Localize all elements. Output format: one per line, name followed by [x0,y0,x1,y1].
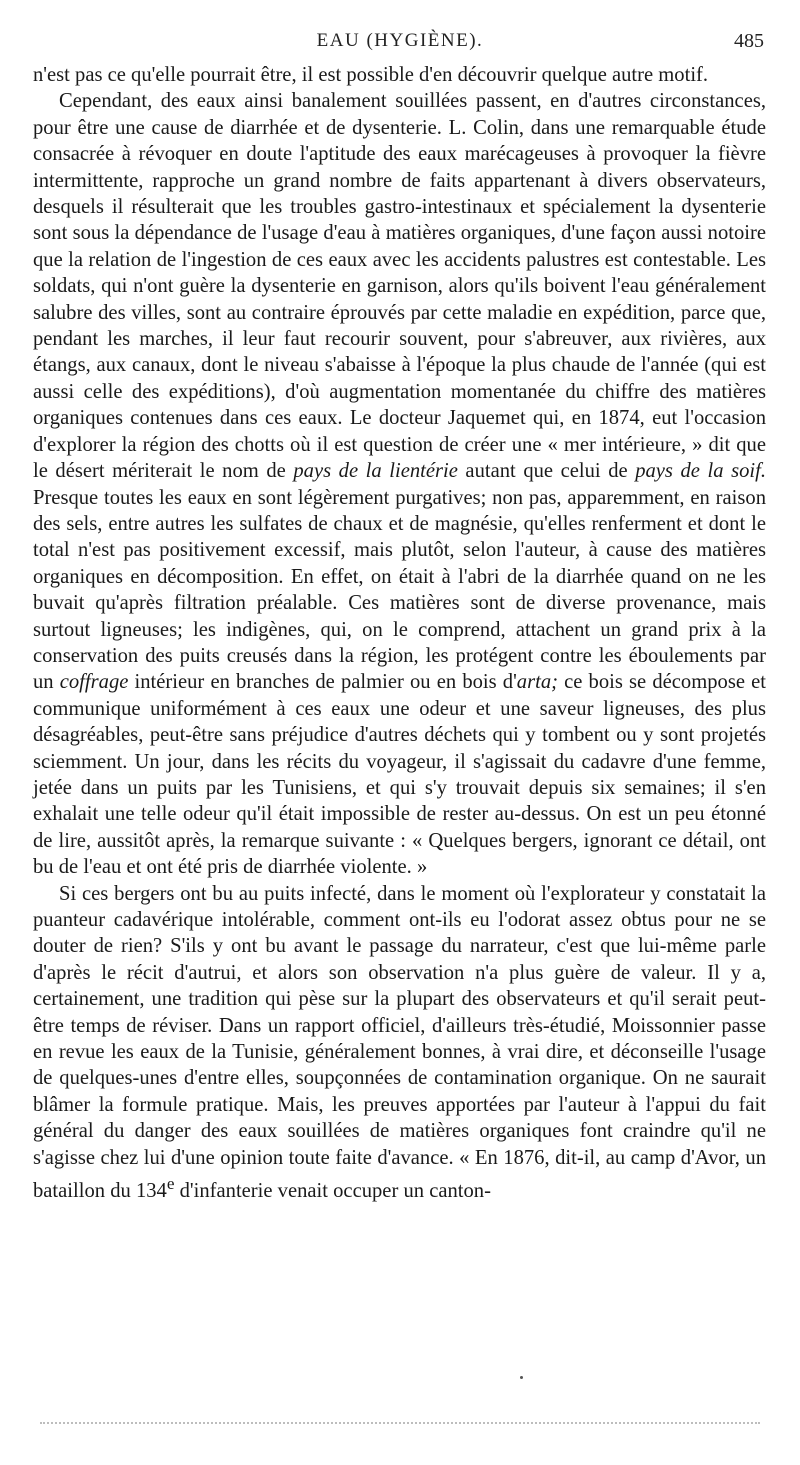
italic-phrase: coffrage [59,671,129,694]
ink-speck [520,1376,523,1379]
paragraph-shepherds [33,881,766,1205]
paragraph-continuation [33,62,766,88]
italic-phrase: pays de la soif. [635,460,766,483]
running-head [30,30,770,60]
italic-phrase: pays de la lientérie [293,460,458,483]
paragraph-text: n'est pas ce qu'elle pourrait être, il est possible d'en découvrir quelque autre motif. [33,64,709,86]
paragraph-text: intérieur en branches de palmier ou en bois d' [128,671,517,694]
paragraph-dysentery [33,88,766,880]
paragraph-text: ce bois se décompose et communique uniformément à ces eaux une odeur et une saveur ligneuses, des plus désagréables, peut-être sans préjudice d'autres déchets qui y tombent ou y sont projetés sciemment. Un jour, dans les récits du voyageur, il s'agissait du cadavre d'une femme, jetée dans un puits par les Tunisiens, et qui s'y trouvait depuis six semaines; il s'en exhalait une telle odeur qu'il était impossible de rester au-dessus. On est un peu étonné de lire, aussitôt après, la remarque suivante : « Quelques bergers, ignorant ce détail, ont bu de l'eau et ont été pris de diarrhée violente. » [33,671,766,879]
bottom-trim-line [40,1422,760,1424]
running-title: EAU (HYGIÈNE). [316,30,484,51]
paragraph-text: Si ces bergers ont bu au puits infecté, dans le moment où l'explorateur y constatait la puanteur cadavérique intolérable, comment ont-ils eu l'odorat assez obtus pour ne se douter de rien? S'ils y ont bu avant le passage du narrateur, c'est que lui-même parle d'après le récit d'autrui, et alors son observation n'a plus guère de valeur. Il y a, certainement, une tradition qui pèse sur la plupart des observateurs et qu'il serait peut-être temps de réviser. Dans un rapport officiel, d'ailleurs très-étudié, Moissonnier passe en revue les eaux de la Tunisie, généralement bonnes, à vrai dire, et déconseille l'usage de quelques-unes d'entre elles, soupçonnées de contamination organique. On ne saurait blâmer la formule pratique. Mais, les preuves apportées par l'auteur à l'appui du fait général du danger des eaux souillées de matières organiques font craindre qu'il ne s'agisse chez lui d'une opinion toute faite d'avance. « En 1876, dit-il, au camp d'Avor, un bataillon du 134 [33,882,766,1202]
paragraph-text: Presque toutes les eaux en sont légèrement purgatives; non pas, apparemment, en raison des sels, entre autres les sulfates de chaux et de magnésie, qu'elles renferment et dont le total n'est pas positivement excessif, mais plutôt, selon l'auteur, à cause des matières organiques en décomposition. En effet, on était à l'abri de la diarrhée quand on ne les buvait qu'après filtration préalable. Ces matières sont de diverse provenance, mais surtout ligneuses; les indigènes, qui, on le comprend, attachent un grand prix à la conservation des puits creusés dans la région, les protégent contre les éboulements par un [33,486,766,694]
page-number: 485 [734,30,764,52]
ordinal-superscript: e [166,1174,175,1194]
body-text [33,62,766,1204]
paragraph-text: autant que celui de [457,460,636,483]
paragraph-text: Cependant, des eaux ainsi banalement souillées passent, en d'autres circonstances, pour être une cause de diarrhée et de dysenterie. L. Colin, dans une remarquable étude consacrée à révoquer en doute l'aptitude des eaux marécageuses à provoquer la fièvre intermittente, rapproche un grand nombre de faits appartenant à divers observateurs, desquels il résulterait que les troubles gastro-intestinaux et spécialement la dysenterie sont sous la dépendance de l'usage d'eau à matières organiques, d'une façon aussi notoire que la relation de l'ingestion de ces eaux avec les accidents palustres est contestable. Les soldats, qui n'ont guère la dysenterie en garnison, alors qu'ils boivent l'eau généralement salubre des villes, sont au contraire éprouvés par cette maladie en expédition, parce que, pendant les marches, il leur faut recourir souvent, pour s'abreuver, aux rivières, aux étangs, aux canaux, dont le niveau s'abaisse à l'époque la plus chaude de l'année (qui est aussi celle des expéditions), d'où augmentation momentanée du chiffre des matières organiques contenues dans ces eaux. Le docteur Jaquemet qui, en 1874, eut l'occasion d'explorer la région des chotts où il est question de créer une « mer intérieure, » dit que le désert mériterait le nom de [33,90,766,483]
paragraph-text: d'infanterie venait occuper un canton- [174,1179,491,1202]
italic-phrase: arta; [516,671,558,694]
